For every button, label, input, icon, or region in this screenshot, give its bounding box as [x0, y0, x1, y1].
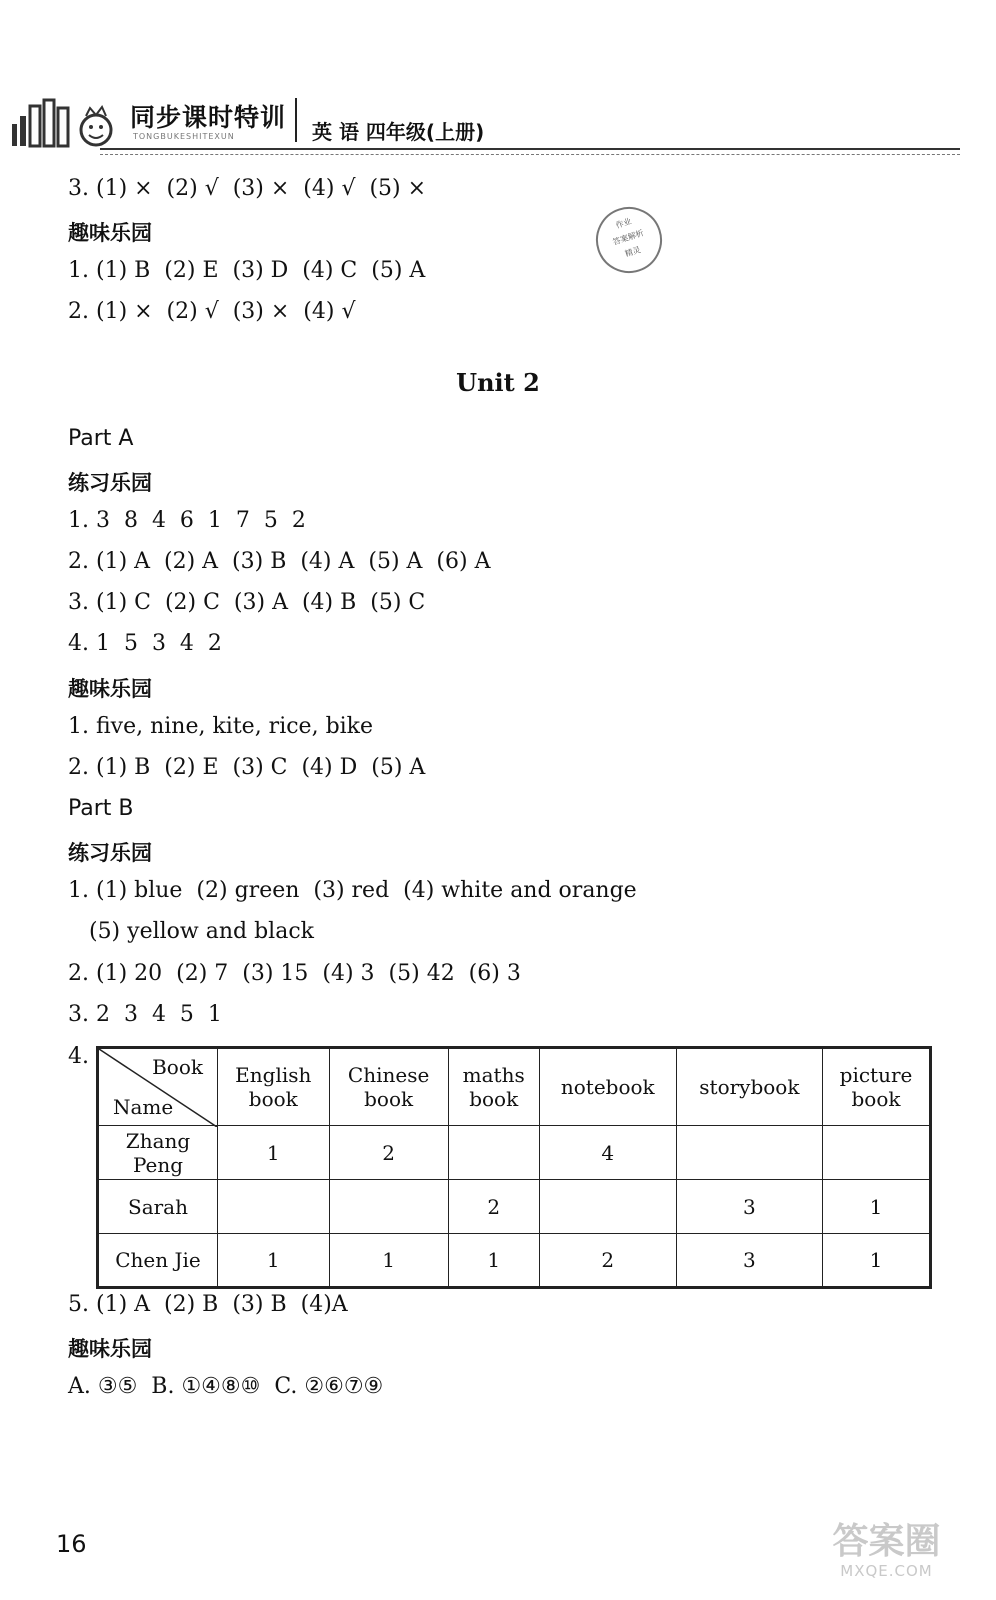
answer-line: 1. 3 8 4 6 1 7 5 2 — [68, 508, 306, 533]
table-cell: 2 — [539, 1234, 676, 1288]
column-header: notebook — [539, 1048, 676, 1126]
table-corner-cell — [98, 1048, 218, 1126]
answer-line: 4. 1 5 3 4 2 — [68, 631, 222, 656]
table-cell: 1 — [218, 1126, 330, 1180]
table-cell: 1 — [448, 1234, 539, 1288]
answer-line: 5. (1) A (2) B (3) B (4)A — [68, 1292, 348, 1317]
table-row — [98, 1180, 931, 1234]
column-header: Chinese book — [329, 1048, 448, 1126]
table-cell: 1 — [218, 1234, 330, 1288]
answer-line: 2. (1) B (2) E (3) C (4) D (5) A — [68, 755, 426, 780]
header-divider — [295, 98, 297, 142]
stamp-seal: 作业 答案解析 精灵 — [587, 198, 670, 281]
part-b-title: Part B — [68, 796, 134, 821]
row-name: Sarah — [98, 1180, 218, 1234]
answer-line: 3. (1) C (2) C (3) A (4) B (5) C — [68, 590, 426, 615]
section-heading: 练习乐园 — [68, 471, 152, 495]
table-cell: 2 — [448, 1180, 539, 1234]
answer-line: (5) yellow and black — [68, 919, 314, 944]
column-header: storybook — [676, 1048, 822, 1126]
book-count-table — [96, 1046, 932, 1289]
corner-book-label: Book — [152, 1055, 203, 1079]
table-cell: 1 — [329, 1234, 448, 1288]
book-stack-logo-icon — [10, 92, 130, 152]
answer-line: 2. (1) × (2) √ (3) × (4) √ — [68, 299, 356, 324]
table-cell — [676, 1126, 822, 1180]
table-cell — [539, 1180, 676, 1234]
table-cell: 1 — [823, 1180, 931, 1234]
table-cell — [218, 1180, 330, 1234]
watermark-title: 答案圈 — [832, 1521, 941, 1562]
section-heading: 练习乐园 — [68, 841, 152, 865]
table-cell: 4 — [539, 1126, 676, 1180]
table-cell — [823, 1126, 931, 1180]
table-header-row — [98, 1048, 931, 1126]
answer-line: 3. 2 3 4 5 1 — [68, 1002, 222, 1027]
table-cell: 1 — [823, 1234, 931, 1288]
subject-grade: 英 语 四年级(上册) — [312, 120, 485, 144]
row-name: Chen Jie — [98, 1234, 218, 1288]
table-cell: 2 — [329, 1126, 448, 1180]
table-cell: 3 — [676, 1180, 822, 1234]
page-header — [0, 0, 996, 160]
page-number: 16 — [56, 1530, 87, 1558]
table-cell — [448, 1126, 539, 1180]
watermark-url: MXQE.COM — [840, 1562, 933, 1580]
brand-title: 同步课时特训 — [130, 103, 287, 132]
section-heading: 趣味乐园 — [68, 221, 152, 245]
column-header: English book — [218, 1048, 330, 1126]
table-row — [98, 1234, 931, 1288]
brand-pinyin: TONGBUKESHITEXUN — [133, 132, 235, 141]
answer-line: 3. (1) × (2) √ (3) × (4) √ (5) × — [68, 176, 427, 201]
part-a-title: Part A — [68, 426, 134, 451]
answer-line: 1. five, nine, kite, rice, bike — [68, 714, 374, 739]
row-name: Zhang Peng — [98, 1126, 218, 1180]
answer-line: A. ③⑤ B. ①④⑧⑩ C. ②⑥⑦⑨ — [68, 1374, 384, 1399]
question-number: 4. — [68, 1044, 89, 1069]
table-cell: 3 — [676, 1234, 822, 1288]
column-header: maths book — [448, 1048, 539, 1126]
table-cell — [329, 1180, 448, 1234]
watermark — [799, 1522, 974, 1580]
answer-line: 2. (1) A (2) A (3) B (4) A (5) A (6) A — [68, 549, 491, 574]
section-heading: 趣味乐园 — [68, 1337, 152, 1361]
answer-line: 2. (1) 20 (2) 7 (3) 15 (4) 3 (5) 42 (6) 3 — [68, 961, 521, 986]
column-header: picture book — [823, 1048, 931, 1126]
answer-line: 1. (1) blue (2) green (3) red (4) white and orange — [68, 878, 637, 903]
table-row — [98, 1126, 931, 1180]
corner-name-label: Name — [113, 1095, 174, 1119]
section-heading: 趣味乐园 — [68, 677, 152, 701]
unit-title: Unit 2 — [456, 368, 540, 397]
answer-line: 1. (1) B (2) E (3) D (4) C (5) A — [68, 258, 426, 283]
header-rule — [100, 148, 960, 155]
